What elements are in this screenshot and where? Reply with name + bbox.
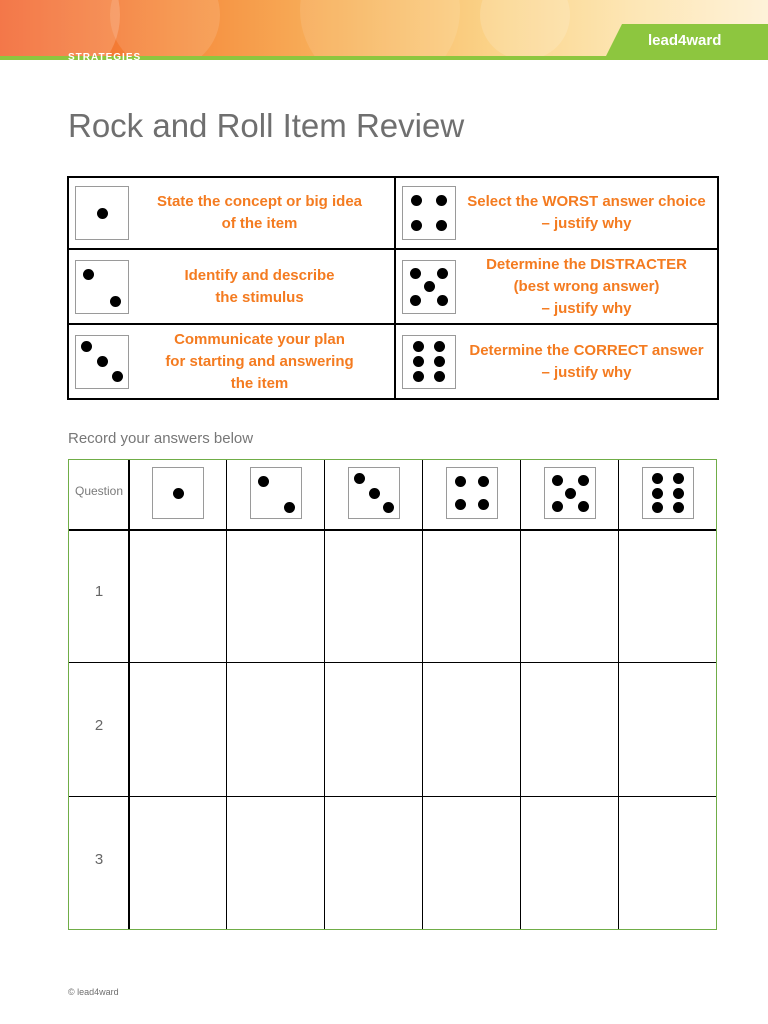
die-four-icon	[402, 186, 456, 240]
answer-cell[interactable]	[228, 663, 324, 796]
die-pip	[411, 195, 422, 206]
die-four-icon	[446, 467, 498, 519]
die-pip	[478, 476, 489, 487]
column-header-die	[152, 467, 204, 519]
question-number: 3	[94, 851, 104, 868]
die-pip	[413, 341, 424, 352]
legend-instruction: Communicate your plan for starting and answering the item	[165, 330, 354, 392]
die-six-icon	[402, 335, 456, 389]
die-pip	[652, 473, 663, 484]
legend-cell-six	[396, 325, 719, 398]
legend-die	[402, 260, 456, 314]
die-pip	[354, 473, 365, 484]
die-pip	[413, 356, 424, 367]
die-pip	[436, 195, 447, 206]
die-pip	[411, 220, 422, 231]
die-pip	[652, 488, 663, 499]
legend-cell-two	[69, 250, 392, 323]
answer-cell[interactable]	[228, 797, 324, 929]
answer-cell[interactable]	[130, 663, 226, 796]
column-header-die	[446, 467, 498, 519]
die-five-icon	[544, 467, 596, 519]
die-two-icon	[250, 467, 302, 519]
answer-cell[interactable]	[424, 797, 520, 929]
answer-cell[interactable]	[130, 531, 226, 662]
column-header-die	[544, 467, 596, 519]
die-three-icon	[348, 467, 400, 519]
die-pip	[410, 268, 421, 279]
footer-copyright: © lead4ward	[68, 987, 119, 997]
die-pip	[455, 499, 466, 510]
die-pip	[673, 502, 684, 513]
die-pip	[369, 488, 380, 499]
die-pip	[413, 371, 424, 382]
die-pip	[173, 488, 184, 499]
answer-cell[interactable]	[326, 531, 422, 662]
column-header-die	[642, 467, 694, 519]
legend-instruction: Determine the DISTRACTER (best wrong answer) – justify why	[486, 255, 687, 317]
die-pip	[552, 501, 563, 512]
answer-cell[interactable]	[522, 797, 618, 929]
answer-cell[interactable]	[522, 531, 618, 662]
section-label: STRATEGIES	[68, 53, 142, 61]
legend-cell-one	[69, 178, 392, 248]
legend-cell-three	[69, 325, 392, 398]
die-pip	[383, 502, 394, 513]
die-pip	[434, 341, 445, 352]
answer-cell[interactable]	[620, 531, 716, 662]
answer-cell[interactable]	[228, 531, 324, 662]
answer-cell[interactable]	[620, 797, 716, 929]
die-pip	[434, 371, 445, 382]
die-three-icon	[75, 335, 129, 389]
question-number: 2	[94, 717, 104, 734]
question-number: 1	[94, 583, 104, 600]
legend-instruction: State the concept or big idea of the item	[156, 193, 363, 232]
die-pip	[434, 356, 445, 367]
die-one-icon	[75, 186, 129, 240]
legend-cell-five	[396, 250, 719, 323]
die-pip	[110, 296, 121, 307]
banner-decoration	[300, 0, 460, 58]
die-pip	[112, 371, 123, 382]
die-pip	[424, 281, 435, 292]
answer-cell[interactable]	[522, 663, 618, 796]
column-header-die	[348, 467, 400, 519]
die-pip	[258, 476, 269, 487]
die-pip	[410, 295, 421, 306]
die-pip	[478, 499, 489, 510]
answer-cell[interactable]	[424, 531, 520, 662]
page-title: Rock and Roll Item Review	[68, 107, 465, 144]
answer-table	[68, 459, 717, 930]
die-pip	[552, 475, 563, 486]
legend-die	[75, 335, 129, 389]
die-pip	[578, 501, 589, 512]
legend-instruction: Identify and describe the stimulus	[184, 266, 335, 306]
answer-cell[interactable]	[130, 797, 226, 929]
die-pip	[284, 502, 295, 513]
legend-die	[75, 186, 129, 240]
legend-instruction: Select the WORST answer choice – justify why	[467, 193, 706, 232]
die-pip	[455, 476, 466, 487]
answer-cell[interactable]	[326, 797, 422, 929]
dice-legend-table	[67, 176, 719, 400]
die-six-icon	[642, 467, 694, 519]
record-label: Record your answers below	[68, 430, 254, 447]
die-pip	[437, 295, 448, 306]
question-header: Question	[75, 484, 124, 498]
banner-decoration	[480, 0, 570, 58]
logo: lead4ward	[648, 32, 722, 49]
die-pip	[83, 269, 94, 280]
legend-die	[402, 186, 456, 240]
die-one-icon	[152, 467, 204, 519]
legend-die	[402, 335, 456, 389]
die-pip	[436, 220, 447, 231]
die-pip	[652, 502, 663, 513]
legend-instruction: Determine the CORRECT answer – justify why	[469, 341, 704, 381]
die-two-icon	[75, 260, 129, 314]
answer-cell[interactable]	[424, 663, 520, 796]
die-pip	[565, 488, 576, 499]
column-header-die	[250, 467, 302, 519]
banner-decoration	[0, 0, 120, 58]
die-five-icon	[402, 260, 456, 314]
banner-decoration	[110, 0, 220, 58]
die-pip	[97, 208, 108, 219]
legend-die	[75, 260, 129, 314]
die-pip	[437, 268, 448, 279]
die-pip	[673, 473, 684, 484]
die-pip	[97, 356, 108, 367]
die-pip	[81, 341, 92, 352]
die-pip	[578, 475, 589, 486]
die-pip	[673, 488, 684, 499]
answer-cell[interactable]	[326, 663, 422, 796]
answer-cell[interactable]	[620, 663, 716, 796]
legend-cell-four	[396, 178, 719, 248]
